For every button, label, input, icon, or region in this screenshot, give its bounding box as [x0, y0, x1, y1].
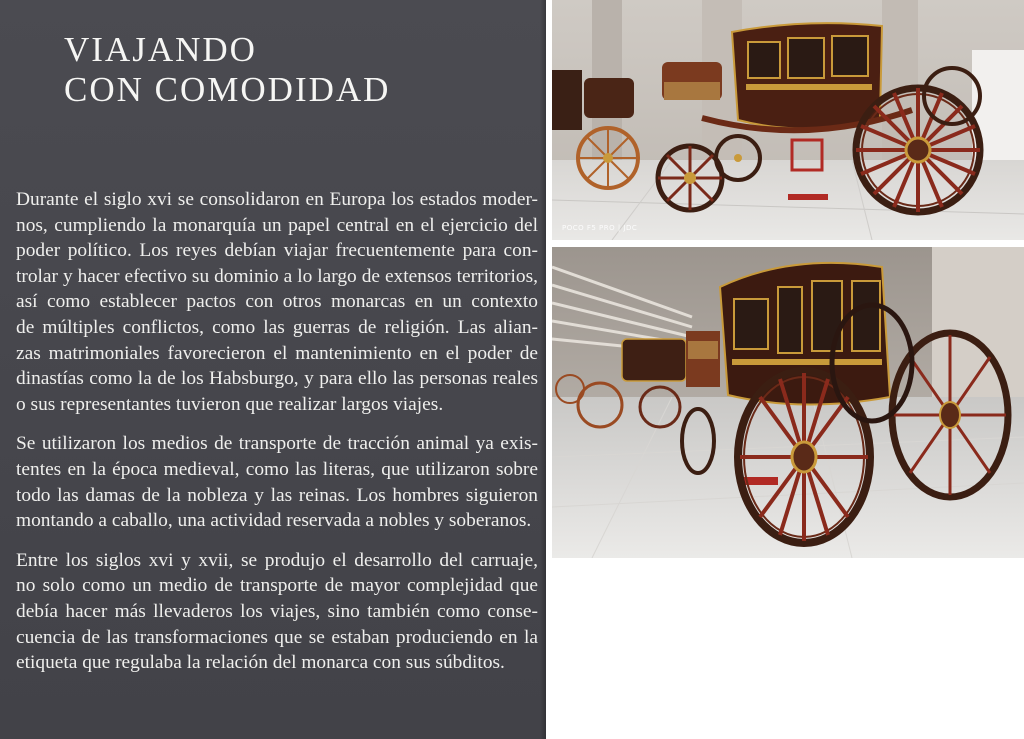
- carriage-window: [778, 287, 802, 353]
- text-line: debía hacer más llevaderos los viajes, sino también como conse-: [16, 600, 538, 622]
- text-line: montando a caballo, una actividad reservada a nobles y soberanos.: [16, 510, 532, 532]
- camera-watermark: POCO F5 PRO | JDC: [562, 224, 638, 232]
- carriage-photo-side: [552, 0, 1024, 240]
- text-line: etiqueta que regulaba la relación del monarca con sus súbditos.: [16, 652, 505, 674]
- text-line: Se utilizaron los medios de transporte de tracción animal ya exis-: [16, 433, 538, 455]
- text-line: zas matrimoniales favorecieron el mantenimiento en el poder de: [16, 342, 538, 364]
- panel-title-line-2: CON COMODIDAD: [64, 70, 391, 109]
- text-line: dinastías como la de los Habsburgo, y para ello las personas reales: [16, 368, 538, 390]
- text-line: tentes en la época medieval, como las literas, que utilizaron sobre: [16, 458, 538, 480]
- text-line: trolar y hacer efectivo su dominio a lo largo de extensos territorios,: [16, 265, 538, 287]
- carriage-photo-angle: [552, 247, 1024, 558]
- text-line: así como establecer pactos con otros monarcas en un contexto: [16, 291, 538, 313]
- carriage-window: [788, 38, 824, 78]
- paragraph-2: [16, 431, 538, 533]
- text-line: o sus representantes tuvieron que realizar largos viajes.: [16, 393, 444, 415]
- text-line: Durante el siglo xvi se consolidaron en Europa los estados moder-: [16, 189, 538, 210]
- carriage-window: [832, 36, 868, 76]
- panel-title-line-1: VIAJANDO: [64, 30, 257, 69]
- text-line: cuencia de las transformaciones que se estaban produciendo en la: [16, 626, 538, 648]
- carriage-wheel-front: [738, 371, 870, 543]
- carriage-wheel-rear: [856, 88, 980, 212]
- carriage-illustration-angle: [552, 247, 1024, 558]
- panel-title: [64, 30, 390, 110]
- carriage-window: [852, 281, 880, 351]
- text-line: poder político. Los reyes debían viajar frecuentemente para con-: [16, 240, 538, 262]
- paragraph-1: [16, 187, 538, 417]
- text-line: todo las damas de la nobleza y las reinas. Los hombres siguieron: [16, 484, 538, 506]
- paragraph-3: [16, 548, 538, 676]
- text-line: no solo como un medio de transporte de mayor complejidad que: [16, 575, 538, 597]
- text-line: de múltiples conflictos, como las guerras de religión. Las alian-: [16, 316, 538, 338]
- text-line: Entre los siglos xvi y xvii, se produjo el desarrollo del carruaje,: [16, 549, 538, 571]
- carriage-window: [748, 42, 780, 78]
- carriage-illustration-side: [552, 0, 1024, 240]
- text-line: nos, cumpliendo la monarquía un papel central en el ejercicio del: [16, 214, 538, 236]
- panel-body: [16, 187, 538, 690]
- carriage-window: [734, 299, 768, 349]
- carriage-wheel-front: [658, 146, 722, 210]
